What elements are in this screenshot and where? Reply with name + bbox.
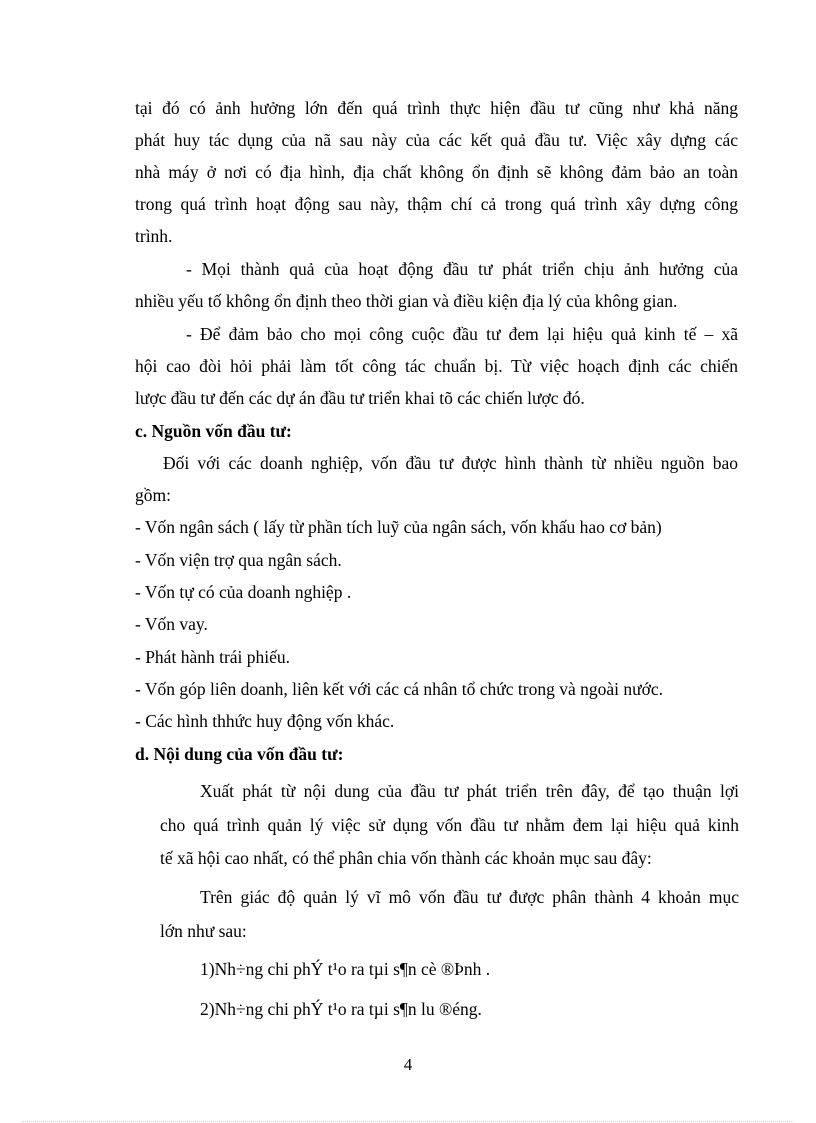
intro-line: gồm:: [135, 485, 171, 505]
paragraph-line: lớn như sau:: [160, 921, 247, 941]
numbered-item: 2)Nh÷ng chi phÝ t¹o ra tµi s¶n lu ®éng.: [200, 999, 482, 1019]
numbered-item: 1)Nh÷ng chi phÝ t¹o ra tµi s¶n cè ®Þnh .: [200, 959, 491, 979]
source-list-item: - Vốn vay.: [135, 614, 208, 634]
paragraph-line: trình.: [135, 226, 173, 246]
paragraph-line: nhà máy ở nơi có địa hình, địa chất không ổn định sẽ không đảm bảo an toàn: [135, 162, 738, 182]
bullet-line: lược đầu tư đến các dự án đầu tư triển khai tõ các chiến lược đó.: [135, 388, 585, 408]
source-list-item: - Phát hành trái phiếu.: [135, 647, 291, 667]
source-list-item: - Các hình thhức huy động vốn khác.: [135, 711, 395, 731]
intro-line: Đối với các doanh nghiệp, vốn đầu tư được hình thành từ nhiều nguồn bao: [163, 453, 738, 473]
source-list-item: - Vốn ngân sách ( lấy từ phần tích luỹ của ngân sách, vốn khấu hao cơ bản): [135, 517, 662, 537]
section-heading-c: c. Nguồn vốn đầu tư:: [135, 421, 292, 441]
paragraph-line: tại đó có ảnh hưởng lớn đến quá trình thực hiện đầu tư cũng như khả năng: [135, 98, 738, 118]
bullet-line: hội cao đòi hỏi phải làm tốt công tác chuẩn bị. Từ việc hoạch định các chiến: [135, 356, 738, 376]
source-list-item: - Vốn góp liên doanh, liên kết với các cá nhân tổ chức trong và ngoài nước.: [135, 679, 663, 699]
bullet-line: - Để đảm bảo cho mọi công cuộc đầu tư đem lại hiệu quả kinh tế – xã: [186, 324, 738, 344]
paragraph-line: phát huy tác dụng của nã sau này của các kết quả đầu tư. Việc xây dựng các: [135, 130, 738, 150]
paragraph-line: Trên giác độ quản lý vĩ mô vốn đầu tư được phân thành 4 khoản mục: [200, 887, 739, 907]
footer-divider: [22, 1121, 794, 1122]
bullet-line: nhiều yếu tố không ổn định theo thời gian và điều kiện địa lý của không gian.: [135, 291, 678, 311]
paragraph-line: trong quá trình hoạt động sau này, thậm chí cả trong quá trình xây dựng công: [135, 194, 738, 214]
section-heading-d: d. Nội dung của vốn đầu tư:: [135, 744, 344, 764]
paragraph-line: Xuất phát từ nội dung của đầu tư phát triển trên đây, để tạo thuận lợi: [200, 781, 739, 801]
paragraph-line: tế xã hội cao nhất, có thể phân chia vốn thành các khoản mục sau đây:: [160, 848, 652, 868]
source-list-item: - Vốn tự có của doanh nghiệp .: [135, 582, 352, 602]
page-number: 4: [403, 1055, 413, 1074]
source-list-item: - Vốn viện trợ qua ngân sách.: [135, 550, 342, 570]
bullet-line: - Mọi thành quả của hoạt động đầu tư phát triển chịu ảnh hưởng của: [186, 259, 738, 279]
paragraph-line: cho quá trình quản lý việc sử dụng vốn đầu tư nhằm đem lại hiệu quả kinh: [160, 815, 739, 835]
